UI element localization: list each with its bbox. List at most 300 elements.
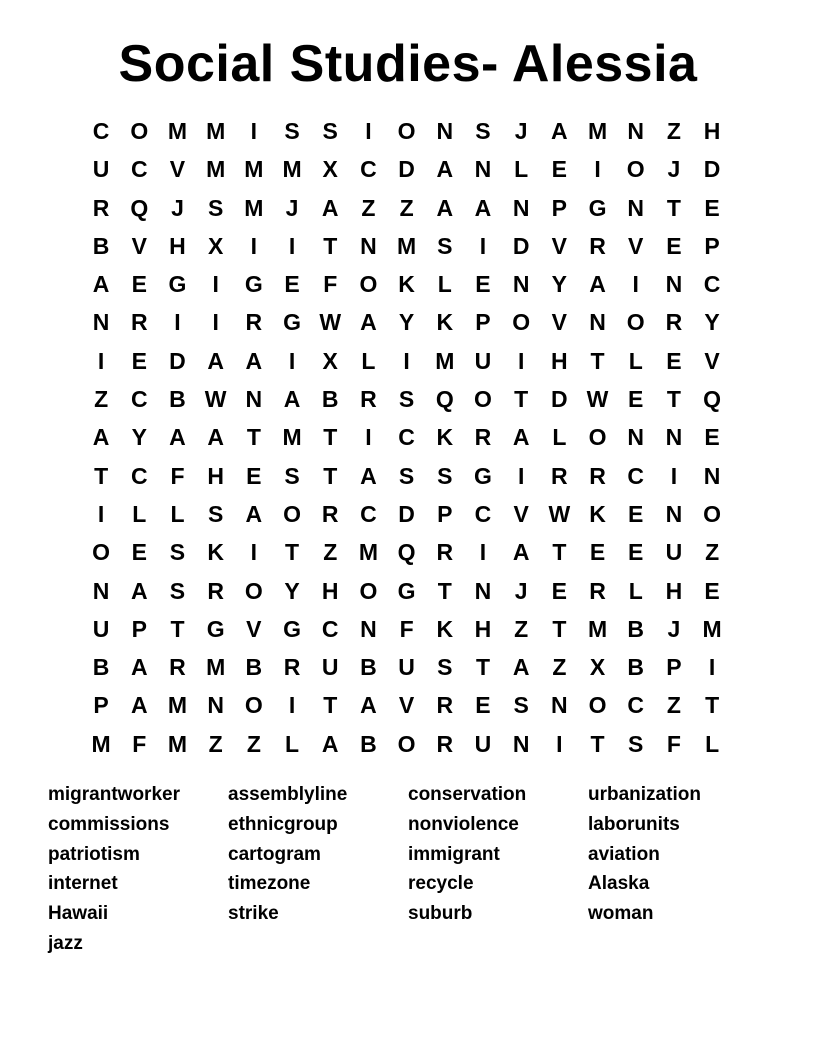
grid-letter[interactable]: D (512, 232, 530, 259)
grid-letter[interactable]: A (512, 539, 530, 566)
grid-letter[interactable]: S (169, 577, 186, 604)
grid-letter[interactable]: I (556, 730, 563, 757)
grid-letter[interactable]: I (97, 347, 105, 374)
grid-letter[interactable]: V (169, 156, 186, 183)
grid-letter[interactable]: N (245, 386, 263, 413)
grid-letter[interactable]: A (207, 347, 224, 374)
grid-letter[interactable]: R (92, 194, 110, 221)
grid-letter[interactable]: R (665, 309, 683, 336)
grid-letter[interactable]: I (403, 347, 410, 374)
grid-letter[interactable]: G (283, 309, 301, 336)
grid-letter[interactable]: A (245, 500, 263, 527)
grid-letter[interactable]: R (283, 654, 301, 681)
grid-letter[interactable]: E (704, 424, 720, 451)
grid-letter[interactable]: C (130, 156, 148, 183)
grid-letter[interactable]: G (474, 462, 492, 489)
grid-letter[interactable]: X (322, 156, 338, 183)
grid-letter[interactable]: A (207, 424, 224, 451)
grid-letter[interactable]: W (586, 386, 609, 413)
grid-letter[interactable]: M (435, 347, 455, 374)
grid-letter[interactable]: J (514, 577, 528, 604)
grid-letter[interactable]: U (398, 654, 415, 681)
grid-letter[interactable]: M (244, 194, 264, 221)
grid-letter[interactable]: B (321, 386, 339, 413)
grid-letter[interactable]: E (131, 347, 147, 374)
grid-letter[interactable]: I (97, 500, 105, 527)
grid-letter[interactable]: F (399, 615, 414, 642)
grid-letter[interactable]: C (474, 500, 492, 527)
grid-letter[interactable]: S (437, 232, 453, 259)
grid-letter[interactable]: T (94, 462, 109, 489)
grid-letter[interactable]: J (514, 118, 528, 144)
grid-letter[interactable]: V (551, 309, 568, 336)
grid-letter[interactable]: O (283, 500, 301, 527)
grid-letter[interactable]: S (284, 118, 300, 144)
grid-letter[interactable]: F (323, 271, 338, 298)
grid-letter[interactable]: I (288, 232, 296, 259)
grid-letter[interactable]: B (360, 654, 377, 681)
grid-letter[interactable]: A (512, 654, 530, 681)
grid-letter[interactable]: E (628, 500, 644, 527)
grid-letter[interactable]: A (283, 386, 301, 413)
grid-letter[interactable]: B (245, 654, 263, 681)
grid-letter[interactable]: M (167, 692, 188, 719)
grid-letter[interactable]: Q (130, 194, 149, 221)
grid-letter[interactable]: T (323, 424, 338, 451)
grid-letter[interactable]: M (358, 539, 378, 566)
grid-letter[interactable]: P (475, 309, 491, 336)
grid-letter[interactable]: N (360, 615, 377, 642)
grid-letter[interactable]: N (360, 232, 377, 259)
grid-letter[interactable]: H (474, 615, 492, 642)
grid-letter[interactable]: T (552, 615, 567, 642)
grid-letter[interactable]: E (666, 232, 682, 259)
grid-letter[interactable]: R (436, 539, 454, 566)
grid-letter[interactable]: E (475, 271, 491, 298)
grid-letter[interactable]: R (360, 386, 377, 413)
grid-letter[interactable]: A (130, 692, 148, 719)
grid-letter[interactable]: M (587, 615, 608, 642)
grid-letter[interactable]: O (626, 156, 645, 183)
grid-letter[interactable]: M (206, 654, 226, 681)
grid-letter[interactable]: S (513, 692, 529, 719)
grid-letter[interactable]: A (512, 424, 530, 451)
grid-letter[interactable]: E (704, 194, 720, 221)
grid-letter[interactable]: T (666, 194, 681, 221)
grid-letter[interactable]: A (589, 271, 606, 298)
grid-letter[interactable]: L (552, 424, 567, 451)
grid-letter[interactable]: T (552, 539, 567, 566)
grid-letter[interactable]: R (589, 577, 606, 604)
grid-letter[interactable]: M (167, 118, 188, 144)
grid-letter[interactable]: I (479, 232, 487, 259)
grid-letter[interactable]: T (170, 615, 185, 642)
grid-letter[interactable]: N (92, 577, 110, 604)
grid-letter[interactable]: B (92, 232, 110, 259)
grid-letter[interactable]: L (437, 271, 452, 298)
grid-letter[interactable]: R (551, 462, 568, 489)
word-list-item: migrantworker (48, 784, 180, 805)
grid-letter[interactable]: H (169, 232, 186, 259)
grid-letter[interactable]: T (666, 386, 681, 413)
grid-letter[interactable]: T (246, 424, 261, 451)
grid-letter[interactable]: F (170, 462, 185, 489)
grid-letter[interactable]: G (244, 271, 263, 298)
grid-letter[interactable]: N (512, 271, 530, 298)
grid-letter[interactable]: H (703, 118, 721, 144)
grid-letter[interactable]: T (475, 654, 490, 681)
grid-letter[interactable]: K (398, 271, 415, 298)
grid-letter[interactable]: D (551, 386, 568, 413)
grid-letter[interactable]: X (322, 347, 338, 374)
grid-letter[interactable]: N (665, 500, 683, 527)
grid-letter[interactable]: W (319, 309, 342, 336)
grid-letter[interactable]: R (474, 424, 492, 451)
word-list (48, 780, 768, 959)
grid-letter[interactable]: K (436, 309, 454, 336)
grid-letter[interactable]: I (250, 539, 258, 566)
grid-letter[interactable]: E (475, 692, 491, 719)
grid-letter[interactable]: K (436, 424, 454, 451)
grid-letter[interactable]: S (628, 730, 644, 757)
grid-letter[interactable]: X (207, 232, 224, 259)
grid-letter[interactable]: H (665, 577, 683, 604)
grid-letter[interactable]: C (398, 424, 415, 451)
grid-letter[interactable]: Y (131, 424, 147, 451)
grid-letter[interactable]: E (628, 539, 644, 566)
grid-letter[interactable]: S (284, 462, 300, 489)
grid-letter[interactable]: I (365, 424, 372, 451)
grid-letter[interactable]: I (212, 309, 219, 336)
grid-letter[interactable]: B (627, 615, 645, 642)
letter-grid[interactable] (82, 112, 731, 763)
grid-letter[interactable]: O (397, 118, 416, 144)
grid-letter[interactable]: M (206, 156, 226, 183)
grid-letter[interactable]: Z (666, 118, 681, 144)
grid-letter[interactable]: L (628, 347, 643, 374)
grid-letter[interactable]: O (92, 539, 111, 566)
grid-letter[interactable]: A (321, 730, 339, 757)
grid-letter[interactable]: U (474, 730, 492, 757)
grid-letter[interactable]: Y (284, 577, 300, 604)
grid-letter[interactable]: A (360, 462, 377, 489)
grid-letter[interactable]: M (587, 118, 608, 144)
grid-letter[interactable]: U (474, 347, 492, 374)
grid-letter[interactable]: Q (397, 539, 416, 566)
grid-letter[interactable]: H (207, 462, 224, 489)
grid-letter[interactable]: E (704, 577, 720, 604)
grid-letter[interactable]: T (323, 232, 338, 259)
grid-letter[interactable]: Z (514, 615, 529, 642)
grid-letter[interactable]: O (359, 577, 378, 604)
grid-letter[interactable]: Z (208, 730, 223, 757)
grid-letter[interactable]: R (436, 692, 454, 719)
word-list-item: commissions (48, 813, 170, 835)
grid-letter[interactable]: N (512, 194, 530, 221)
grid-letter[interactable]: Y (704, 309, 720, 336)
grid-letter[interactable]: A (360, 692, 377, 719)
grid-letter[interactable]: S (169, 539, 186, 566)
grid-letter[interactable]: I (212, 271, 219, 298)
grid-letter[interactable]: A (474, 194, 492, 221)
grid-letter[interactable]: T (323, 462, 338, 489)
grid-letter[interactable]: M (702, 615, 722, 642)
grid-letter[interactable]: E (551, 577, 568, 604)
grid-letter[interactable]: P (93, 692, 109, 719)
word-list-item: conservation (408, 784, 527, 805)
grid-letter[interactable]: G (588, 194, 607, 221)
grid-letter[interactable]: E (246, 462, 262, 489)
grid-letter[interactable]: K (207, 539, 224, 566)
grid-letter[interactable]: M (282, 424, 302, 451)
grid-letter[interactable]: I (517, 462, 525, 489)
grid-letter[interactable]: K (436, 615, 454, 642)
grid-letter[interactable]: C (321, 615, 339, 642)
word-list-item: ethnicgroup (228, 813, 338, 835)
grid-letter[interactable]: B (92, 654, 110, 681)
grid-letter[interactable]: Y (551, 271, 568, 298)
grid-letter[interactable]: N (703, 462, 721, 489)
grid-letter[interactable]: I (250, 118, 258, 144)
grid-letter[interactable]: R (321, 500, 339, 527)
grid-letter[interactable]: C (130, 462, 148, 489)
grid-letter[interactable]: H (551, 347, 568, 374)
grid-letter[interactable]: Z (552, 654, 567, 681)
grid-letter[interactable]: V (246, 615, 262, 642)
grid-letter[interactable]: N (589, 309, 606, 336)
grid-letter[interactable]: M (244, 156, 264, 183)
grid-letter[interactable]: A (551, 118, 568, 144)
grid-letter[interactable]: M (206, 118, 226, 144)
grid-letter[interactable]: Z (323, 539, 338, 566)
grid-letter[interactable]: F (666, 730, 681, 757)
grid-letter[interactable]: M (397, 232, 417, 259)
grid-letter[interactable]: M (91, 730, 111, 757)
grid-letter[interactable]: B (169, 386, 186, 413)
grid-letter[interactable]: V (513, 500, 529, 527)
grid-letter[interactable]: A (169, 424, 186, 451)
grid-letter[interactable]: C (703, 271, 721, 298)
grid-letter[interactable]: Z (246, 730, 261, 757)
grid-letter[interactable]: T (514, 386, 529, 413)
grid-letter[interactable]: I (479, 539, 487, 566)
grid-letter[interactable]: V (398, 692, 415, 719)
grid-letter[interactable]: E (284, 271, 300, 298)
grid-letter[interactable]: T (705, 692, 720, 719)
grid-letter[interactable]: Q (703, 386, 722, 413)
grid-letter[interactable]: O (244, 692, 263, 719)
grid-letter[interactable]: E (131, 271, 147, 298)
grid-letter[interactable]: I (174, 309, 181, 336)
grid-letter[interactable]: Z (666, 692, 681, 719)
grid-letter[interactable]: R (207, 577, 224, 604)
grid-letter[interactable]: P (131, 615, 147, 642)
grid-letter[interactable]: O (130, 118, 149, 144)
grid-letter[interactable]: I (670, 462, 678, 489)
grid-letter[interactable]: U (92, 156, 110, 183)
grid-letter[interactable]: L (705, 730, 720, 757)
grid-letter[interactable]: T (590, 347, 605, 374)
grid-letter[interactable]: R (245, 309, 263, 336)
word-list-item: Alaska (588, 873, 650, 895)
grid-letter[interactable]: P (551, 194, 568, 221)
grid-letter[interactable]: P (704, 232, 720, 259)
grid-letter[interactable]: A (92, 271, 110, 298)
grid-letter[interactable]: T (437, 577, 452, 604)
grid-letter[interactable]: S (398, 462, 415, 489)
grid-letter[interactable]: X (589, 654, 606, 681)
grid-letter[interactable]: C (360, 500, 377, 527)
grid-letter[interactable]: R (130, 309, 148, 336)
grid-letter[interactable]: V (131, 232, 147, 259)
grid-letter[interactable]: R (436, 730, 454, 757)
grid-letter[interactable]: O (626, 309, 645, 336)
grid-letter[interactable]: V (551, 232, 568, 259)
grid-letter[interactable]: N (627, 194, 645, 221)
grid-letter[interactable]: D (398, 156, 415, 183)
grid-letter[interactable]: N (627, 118, 645, 144)
grid-letter[interactable]: A (321, 194, 339, 221)
grid-letter[interactable]: A (360, 309, 377, 336)
grid-letter[interactable]: I (250, 232, 258, 259)
grid-letter[interactable]: N (474, 156, 492, 183)
grid-letter[interactable]: S (207, 194, 224, 221)
grid-letter[interactable]: N (207, 692, 224, 719)
grid-letter[interactable]: L (628, 577, 643, 604)
grid-letter[interactable]: E (131, 539, 147, 566)
grid-letter[interactable]: I (288, 692, 296, 719)
grid-letter[interactable]: P (437, 500, 453, 527)
grid-letter[interactable]: C (627, 692, 645, 719)
grid-letter[interactable]: R (169, 654, 186, 681)
grid-letter[interactable]: J (667, 156, 681, 183)
grid-letter[interactable]: P (666, 654, 682, 681)
grid-letter[interactable]: O (474, 386, 492, 413)
grid-letter[interactable]: C (92, 118, 110, 144)
grid-letter[interactable]: C (130, 386, 148, 413)
grid-letter[interactable]: E (551, 156, 568, 183)
grid-letter[interactable]: B (360, 730, 377, 757)
grid-letter[interactable]: S (437, 462, 453, 489)
grid-letter[interactable]: O (512, 309, 531, 336)
grid-letter[interactable]: A (130, 577, 148, 604)
grid-letter[interactable]: D (703, 156, 721, 183)
word-list-item: timezone (228, 873, 311, 895)
grid-letter[interactable]: Z (705, 539, 720, 566)
grid-letter[interactable]: Z (361, 194, 376, 221)
grid-letter[interactable]: J (667, 615, 681, 642)
grid-letter[interactable]: V (704, 347, 720, 374)
grid-letter[interactable]: O (359, 271, 378, 298)
grid-letter[interactable]: A (436, 194, 454, 221)
grid-letter[interactable]: G (168, 271, 187, 298)
grid-letter[interactable]: S (207, 500, 224, 527)
grid-letter[interactable]: T (323, 692, 338, 719)
grid-letter[interactable]: C (360, 156, 377, 183)
grid-letter[interactable]: N (512, 730, 530, 757)
grid-letter[interactable]: N (436, 118, 454, 144)
grid-letter[interactable]: Z (399, 194, 414, 221)
grid-letter[interactable]: C (627, 462, 645, 489)
grid-letter[interactable]: G (206, 615, 225, 642)
grid-letter[interactable]: N (665, 271, 683, 298)
grid-letter[interactable]: A (245, 347, 263, 374)
grid-letter[interactable]: O (397, 730, 416, 757)
grid-letter[interactable]: T (285, 539, 300, 566)
grid-letter[interactable]: J (285, 194, 299, 221)
grid-letter[interactable]: O (703, 500, 722, 527)
grid-letter[interactable]: L (514, 156, 529, 183)
grid-letter[interactable]: N (665, 424, 683, 451)
grid-letter[interactable]: A (436, 156, 454, 183)
grid-letter[interactable]: L (285, 730, 300, 757)
grid-letter[interactable]: F (132, 730, 147, 757)
grid-letter[interactable]: V (628, 232, 644, 259)
grid-letter[interactable]: W (548, 500, 571, 527)
grid-letter[interactable]: I (288, 347, 296, 374)
grid-letter[interactable]: L (170, 500, 185, 527)
grid-letter[interactable]: S (475, 118, 491, 144)
grid-letter[interactable]: I (708, 654, 716, 681)
grid-letter[interactable]: N (627, 424, 645, 451)
grid-letter[interactable]: R (589, 232, 606, 259)
grid-letter[interactable]: K (589, 500, 606, 527)
grid-letter[interactable]: I (517, 347, 525, 374)
word-list-item: woman (588, 903, 654, 925)
grid-letter[interactable]: G (283, 615, 301, 642)
grid-letter[interactable]: A (130, 654, 148, 681)
grid-letter[interactable]: S (437, 654, 453, 681)
grid-letter[interactable]: W (204, 386, 227, 413)
grid-letter[interactable]: D (398, 500, 415, 527)
grid-letter[interactable]: M (282, 156, 302, 183)
grid-letter[interactable]: E (589, 539, 606, 566)
grid-letter[interactable]: I (594, 156, 601, 183)
grid-letter[interactable]: U (665, 539, 683, 566)
grid-letter[interactable]: O (244, 577, 263, 604)
grid-letter[interactable]: N (92, 309, 110, 336)
grid-letter[interactable]: O (588, 692, 607, 719)
grid-letter[interactable]: N (551, 692, 568, 719)
grid-letter[interactable]: D (169, 347, 186, 374)
grid-letter[interactable]: N (474, 577, 492, 604)
grid-letter[interactable]: U (92, 615, 110, 642)
grid-letter[interactable]: S (322, 118, 338, 144)
grid-letter[interactable]: R (589, 462, 606, 489)
grid-letter[interactable]: G (397, 577, 416, 604)
grid-letter[interactable]: H (321, 577, 339, 604)
grid-letter[interactable]: S (398, 386, 415, 413)
grid-letter[interactable]: I (632, 271, 639, 298)
grid-letter[interactable]: A (92, 424, 110, 451)
grid-letter[interactable]: T (590, 730, 605, 757)
grid-letter[interactable]: U (321, 654, 339, 681)
grid-letter[interactable]: M (167, 730, 188, 757)
grid-letter[interactable]: Q (435, 386, 454, 413)
grid-letter[interactable]: L (132, 500, 147, 527)
grid-letter[interactable]: O (588, 424, 607, 451)
grid-letter[interactable]: E (666, 347, 682, 374)
grid-letter[interactable]: L (361, 347, 376, 374)
grid-letter[interactable]: E (628, 386, 644, 413)
grid-letter[interactable]: Z (94, 386, 109, 413)
grid-letter[interactable]: Y (398, 309, 415, 336)
grid-letter[interactable]: J (171, 194, 184, 221)
grid-letter[interactable]: I (365, 118, 372, 144)
grid-letter[interactable]: B (627, 654, 645, 681)
word-list-item: strike (228, 903, 279, 925)
word-list-item: aviation (588, 843, 660, 865)
